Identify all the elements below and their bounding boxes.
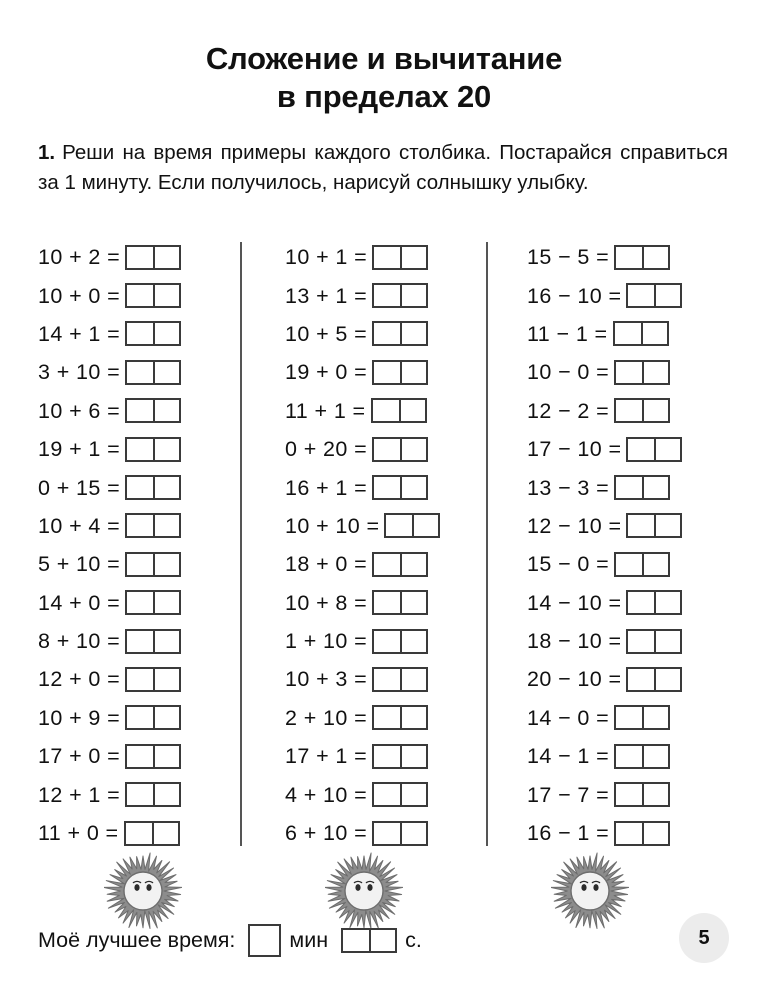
answer-box[interactable] — [372, 283, 428, 308]
problem-row — [38, 276, 268, 314]
problem-row — [38, 238, 268, 276]
problem-expression: 12 − 10 = — [527, 513, 622, 538]
problem-row — [38, 353, 268, 391]
answer-box[interactable] — [372, 744, 428, 769]
problem-expression: 14 + 1 = — [38, 321, 121, 346]
best-time-row — [38, 924, 430, 957]
problem-row — [285, 353, 515, 391]
problem-expression: 10 + 3 = — [285, 667, 368, 692]
problem-row — [527, 622, 757, 660]
problem-row — [527, 238, 757, 276]
answer-cell-tens[interactable] — [374, 554, 400, 575]
problem-row — [285, 392, 515, 430]
answer-box[interactable] — [614, 821, 670, 846]
answer-box[interactable] — [125, 360, 181, 385]
answer-box[interactable] — [372, 552, 428, 577]
answer-cell-ones[interactable] — [642, 707, 668, 728]
answer-cell-ones[interactable] — [654, 669, 680, 690]
answer-cell-ones[interactable] — [654, 285, 680, 306]
answer-cell-ones[interactable] — [153, 323, 179, 344]
problem-row — [285, 660, 515, 698]
answer-cell-ones[interactable] — [153, 592, 179, 613]
problem-row — [38, 468, 268, 506]
problem-expression: 18 − 10 = — [527, 629, 622, 654]
problem-expression: 11 − 1 = — [527, 321, 608, 346]
best-time-label: Моё лучшее время: — [38, 928, 236, 952]
problem-row — [285, 468, 515, 506]
answer-box[interactable] — [125, 590, 181, 615]
answer-cell-ones[interactable] — [654, 515, 680, 536]
problem-expression: 16 − 10 = — [527, 283, 622, 308]
answer-cell-tens[interactable] — [373, 400, 399, 421]
answer-box[interactable] — [124, 821, 180, 846]
problem-expression: 3 + 10 = — [38, 360, 121, 385]
answer-cell-tens[interactable] — [374, 285, 400, 306]
problem-expression: 18 + 0 = — [285, 552, 368, 577]
answer-cell-tens[interactable] — [615, 323, 641, 344]
problem-row — [285, 430, 515, 468]
answer-cell-tens[interactable] — [126, 823, 152, 844]
problem-row — [38, 545, 268, 583]
answer-box[interactable] — [626, 513, 682, 538]
answer-cell-tens[interactable] — [628, 285, 654, 306]
answer-cell-tens[interactable] — [374, 362, 400, 383]
answer-box[interactable] — [125, 667, 181, 692]
answer-cell-tens[interactable] — [374, 631, 400, 652]
problem-expression: 2 + 10 = — [285, 705, 368, 730]
answer-cell-ones[interactable] — [399, 400, 425, 421]
problem-row — [527, 660, 757, 698]
answer-cell-ones[interactable] — [400, 323, 426, 344]
answer-cell-ones[interactable] — [153, 400, 179, 421]
answer-cell-ones[interactable] — [153, 631, 179, 652]
answer-cell-ones[interactable] — [153, 247, 179, 268]
problem-expression: 15 − 0 = — [527, 552, 610, 577]
problem-expression: 17 − 10 = — [527, 437, 622, 462]
problem-row — [38, 430, 268, 468]
problem-expression: 12 − 2 = — [527, 398, 610, 423]
answer-cell-tens[interactable] — [616, 823, 642, 844]
answer-cell-ones[interactable] — [153, 362, 179, 383]
answer-cell-tens[interactable] — [127, 669, 153, 690]
problem-expression: 14 + 0 = — [38, 590, 121, 615]
answer-box[interactable] — [372, 245, 428, 270]
answer-box[interactable] — [125, 782, 181, 807]
problem-expression: 19 + 0 = — [285, 360, 368, 385]
seconds-input-box[interactable] — [341, 928, 397, 953]
problem-row — [285, 315, 515, 353]
problem-row — [527, 468, 757, 506]
answer-box[interactable] — [125, 283, 181, 308]
minutes-input-box[interactable] — [248, 924, 281, 957]
problem-expression: 11 + 1 = — [285, 398, 366, 423]
answer-box[interactable] — [372, 321, 428, 346]
problem-expression: 10 + 5 = — [285, 321, 368, 346]
problem-expression: 14 − 0 = — [527, 705, 610, 730]
page-number-text: 5 — [698, 926, 710, 949]
answer-box[interactable] — [125, 475, 181, 500]
answer-box[interactable] — [626, 437, 682, 462]
answer-box[interactable] — [614, 245, 670, 270]
sun-icon — [551, 852, 629, 930]
answer-box[interactable] — [626, 629, 682, 654]
answer-cell-ones[interactable] — [400, 592, 426, 613]
answer-box[interactable] — [626, 667, 682, 692]
task-instruction — [38, 138, 728, 198]
problem-row — [527, 737, 757, 775]
answer-box[interactable] — [372, 437, 428, 462]
problem-expression: 10 + 8 = — [285, 590, 368, 615]
answer-cell-ones[interactable] — [400, 823, 426, 844]
problem-expression: 17 + 0 = — [38, 744, 121, 769]
page-number-badge — [679, 913, 729, 963]
answer-cell-tens[interactable] — [127, 554, 153, 575]
answer-box[interactable] — [372, 667, 428, 692]
answer-cell-ones[interactable] — [153, 707, 179, 728]
problem-expression: 11 + 0 = — [38, 821, 119, 846]
problem-expression: 10 − 0 = — [527, 360, 610, 385]
answer-box[interactable] — [125, 321, 181, 346]
answer-cell-ones[interactable] — [400, 669, 426, 690]
answer-cell-ones[interactable] — [654, 592, 680, 613]
answer-cell-tens[interactable] — [616, 707, 642, 728]
answer-cell-tens[interactable] — [628, 669, 654, 690]
problem-expression: 4 + 10 = — [285, 782, 368, 807]
problem-expression: 10 + 0 = — [38, 283, 121, 308]
answer-box[interactable] — [125, 552, 181, 577]
answer-box[interactable] — [614, 475, 670, 500]
answer-cell-tens[interactable] — [616, 784, 642, 805]
problem-row — [38, 737, 268, 775]
answer-cell-ones[interactable] — [153, 554, 179, 575]
problem-expression: 16 − 1 = — [527, 821, 610, 846]
answer-cell-tens[interactable] — [127, 515, 153, 536]
problem-expression: 16 + 1 = — [285, 475, 368, 500]
answer-cell-ones[interactable] — [400, 477, 426, 498]
answer-cell-tens[interactable] — [628, 592, 654, 613]
problem-columns — [0, 238, 768, 850]
answer-cell-tens[interactable] — [127, 631, 153, 652]
problem-row — [527, 315, 757, 353]
answer-box[interactable] — [614, 398, 670, 423]
problem-row — [38, 660, 268, 698]
sun-icon — [104, 852, 182, 930]
answer-cell-ones[interactable] — [153, 515, 179, 536]
answer-cell-tens[interactable] — [374, 477, 400, 498]
problem-expression: 10 + 10 = — [285, 513, 380, 538]
answer-cell-ones[interactable] — [654, 439, 680, 460]
answer-box[interactable] — [384, 513, 440, 538]
problem-expression: 15 − 5 = — [527, 245, 610, 270]
answer-cell-tens[interactable] — [127, 323, 153, 344]
problem-column-1 — [38, 238, 268, 852]
answer-cell-ones[interactable] — [152, 823, 178, 844]
problem-row — [527, 814, 757, 852]
answer-cell-tens[interactable] — [127, 746, 153, 767]
problem-row — [285, 584, 515, 622]
problem-expression: 12 + 0 = — [38, 667, 121, 692]
answer-cell-ones[interactable] — [654, 631, 680, 652]
answer-cell-tens[interactable] — [628, 631, 654, 652]
answer-cell-tens[interactable] — [127, 707, 153, 728]
answer-cell-tens[interactable] — [374, 784, 400, 805]
problem-row — [285, 238, 515, 276]
answer-cell-tens[interactable] — [127, 477, 153, 498]
answer-cell-tens[interactable] — [616, 746, 642, 767]
answer-cell-ones[interactable] — [153, 439, 179, 460]
answer-cell-ones[interactable] — [400, 631, 426, 652]
answer-box[interactable] — [372, 629, 428, 654]
answer-cell-ones[interactable] — [153, 285, 179, 306]
sun-icon — [325, 852, 403, 930]
answer-cell-tens[interactable] — [127, 439, 153, 460]
minutes-cell[interactable] — [250, 926, 279, 955]
answer-cell-tens[interactable] — [127, 362, 153, 383]
problem-row — [285, 737, 515, 775]
answer-box[interactable] — [372, 475, 428, 500]
answer-cell-tens[interactable] — [616, 247, 642, 268]
answer-cell-ones[interactable] — [400, 554, 426, 575]
problem-row — [285, 699, 515, 737]
answer-box[interactable] — [614, 744, 670, 769]
answer-cell-tens[interactable] — [374, 323, 400, 344]
problem-row — [527, 507, 757, 545]
problem-expression: 13 + 1 = — [285, 283, 368, 308]
problem-expression: 10 + 6 = — [38, 398, 121, 423]
answer-cell-ones[interactable] — [642, 823, 668, 844]
problem-row — [285, 622, 515, 660]
problem-row — [527, 775, 757, 813]
answer-cell-tens[interactable] — [616, 400, 642, 421]
page-title-line-2: в пределах 20 — [276, 79, 492, 114]
answer-cell-ones[interactable] — [412, 515, 438, 536]
problem-expression: 10 + 4 = — [38, 513, 121, 538]
answer-box[interactable] — [614, 705, 670, 730]
problem-row — [38, 315, 268, 353]
answer-box[interactable] — [125, 629, 181, 654]
seconds-cell-tens[interactable] — [343, 930, 369, 951]
answer-box[interactable] — [372, 705, 428, 730]
answer-cell-ones[interactable] — [642, 400, 668, 421]
answer-box[interactable] — [372, 360, 428, 385]
problem-expression: 10 + 9 = — [38, 705, 121, 730]
answer-cell-tens[interactable] — [374, 439, 400, 460]
answer-cell-tens[interactable] — [616, 477, 642, 498]
problem-column-3 — [527, 238, 757, 852]
answer-cell-ones[interactable] — [400, 439, 426, 460]
answer-box[interactable] — [125, 437, 181, 462]
answer-cell-ones[interactable] — [400, 746, 426, 767]
problem-expression: 17 + 1 = — [285, 744, 368, 769]
task-number: 1. — [38, 141, 56, 164]
answer-cell-ones[interactable] — [400, 285, 426, 306]
answer-box[interactable] — [372, 821, 428, 846]
problem-row — [38, 814, 268, 852]
answer-box[interactable] — [614, 552, 670, 577]
problem-expression: 12 + 1 = — [38, 782, 121, 807]
problem-expression: 1 + 10 = — [285, 629, 368, 654]
answer-box[interactable] — [371, 398, 427, 423]
answer-cell-ones[interactable] — [400, 362, 426, 383]
answer-cell-tens[interactable] — [616, 554, 642, 575]
problem-row — [38, 775, 268, 813]
answer-box[interactable] — [125, 513, 181, 538]
answer-cell-tens[interactable] — [374, 592, 400, 613]
problem-expression: 10 + 2 = — [38, 245, 121, 270]
problem-expression: 14 − 10 = — [527, 590, 622, 615]
problem-expression: 19 + 1 = — [38, 437, 121, 462]
problem-row — [38, 507, 268, 545]
problem-expression: 20 − 10 = — [527, 667, 622, 692]
answer-box[interactable] — [125, 705, 181, 730]
answer-cell-ones[interactable] — [400, 784, 426, 805]
answer-cell-tens[interactable] — [374, 707, 400, 728]
answer-box[interactable] — [125, 744, 181, 769]
seconds-unit-label: с. — [405, 928, 422, 952]
problem-row — [527, 353, 757, 391]
problem-expression: 10 + 1 = — [285, 245, 368, 270]
problem-row — [527, 699, 757, 737]
problem-row — [285, 814, 515, 852]
answer-cell-ones[interactable] — [642, 477, 668, 498]
answer-cell-ones[interactable] — [153, 746, 179, 767]
answer-box[interactable] — [614, 360, 670, 385]
answer-box[interactable] — [614, 782, 670, 807]
problem-row — [527, 430, 757, 468]
answer-box[interactable] — [626, 283, 682, 308]
answer-cell-ones[interactable] — [642, 247, 668, 268]
answer-box[interactable] — [125, 398, 181, 423]
answer-cell-ones[interactable] — [642, 554, 668, 575]
problem-row — [38, 622, 268, 660]
answer-cell-tens[interactable] — [127, 285, 153, 306]
answer-cell-tens[interactable] — [628, 439, 654, 460]
answer-cell-tens[interactable] — [386, 515, 412, 536]
answer-cell-ones[interactable] — [153, 784, 179, 805]
answer-cell-tens[interactable] — [127, 592, 153, 613]
answer-cell-tens[interactable] — [628, 515, 654, 536]
answer-cell-ones[interactable] — [153, 669, 179, 690]
problem-expression: 17 − 7 = — [527, 782, 610, 807]
problem-row — [38, 392, 268, 430]
answer-box[interactable] — [125, 245, 181, 270]
problem-expression: 0 + 15 = — [38, 475, 121, 500]
answer-cell-tens[interactable] — [616, 362, 642, 383]
problem-row — [285, 775, 515, 813]
problem-row — [38, 584, 268, 622]
answer-box[interactable] — [626, 590, 682, 615]
problem-row — [285, 507, 515, 545]
problem-row — [527, 276, 757, 314]
problem-row — [527, 584, 757, 622]
problem-expression: 14 − 1 = — [527, 744, 610, 769]
problem-expression: 8 + 10 = — [38, 629, 121, 654]
problem-row — [285, 276, 515, 314]
task-text: Реши на время примеры каждого столбика. Постарайся справиться за 1 минуту. Если получилось, нарисуй солнышку улыбку. — [38, 141, 728, 194]
answer-cell-ones[interactable] — [642, 362, 668, 383]
problem-expression: 0 + 20 = — [285, 437, 368, 462]
answer-cell-ones[interactable] — [642, 784, 668, 805]
problem-row — [285, 545, 515, 583]
answer-box[interactable] — [372, 782, 428, 807]
answer-cell-tens[interactable] — [374, 823, 400, 844]
answer-box[interactable] — [613, 321, 669, 346]
problem-expression: 6 + 10 = — [285, 821, 368, 846]
page-title — [0, 40, 768, 116]
answer-cell-ones[interactable] — [641, 323, 667, 344]
answer-box[interactable] — [372, 590, 428, 615]
answer-cell-tens[interactable] — [127, 247, 153, 268]
problem-expression: 13 − 3 = — [527, 475, 610, 500]
minutes-unit-label: мин — [289, 928, 329, 952]
answer-cell-tens[interactable] — [374, 247, 400, 268]
problem-expression: 5 + 10 = — [38, 552, 121, 577]
problem-row — [527, 392, 757, 430]
page-title-line-1: Сложение и вычитание — [205, 41, 563, 76]
problem-column-2 — [285, 238, 515, 852]
answer-cell-tens[interactable] — [127, 400, 153, 421]
seconds-cell-ones[interactable] — [369, 930, 395, 951]
answer-cell-tens[interactable] — [127, 784, 153, 805]
answer-cell-ones[interactable] — [642, 746, 668, 767]
answer-cell-tens[interactable] — [374, 669, 400, 690]
problem-row — [527, 545, 757, 583]
problem-row — [38, 699, 268, 737]
answer-cell-tens[interactable] — [374, 746, 400, 767]
answer-cell-ones[interactable] — [153, 477, 179, 498]
answer-cell-ones[interactable] — [400, 707, 426, 728]
answer-cell-ones[interactable] — [400, 247, 426, 268]
